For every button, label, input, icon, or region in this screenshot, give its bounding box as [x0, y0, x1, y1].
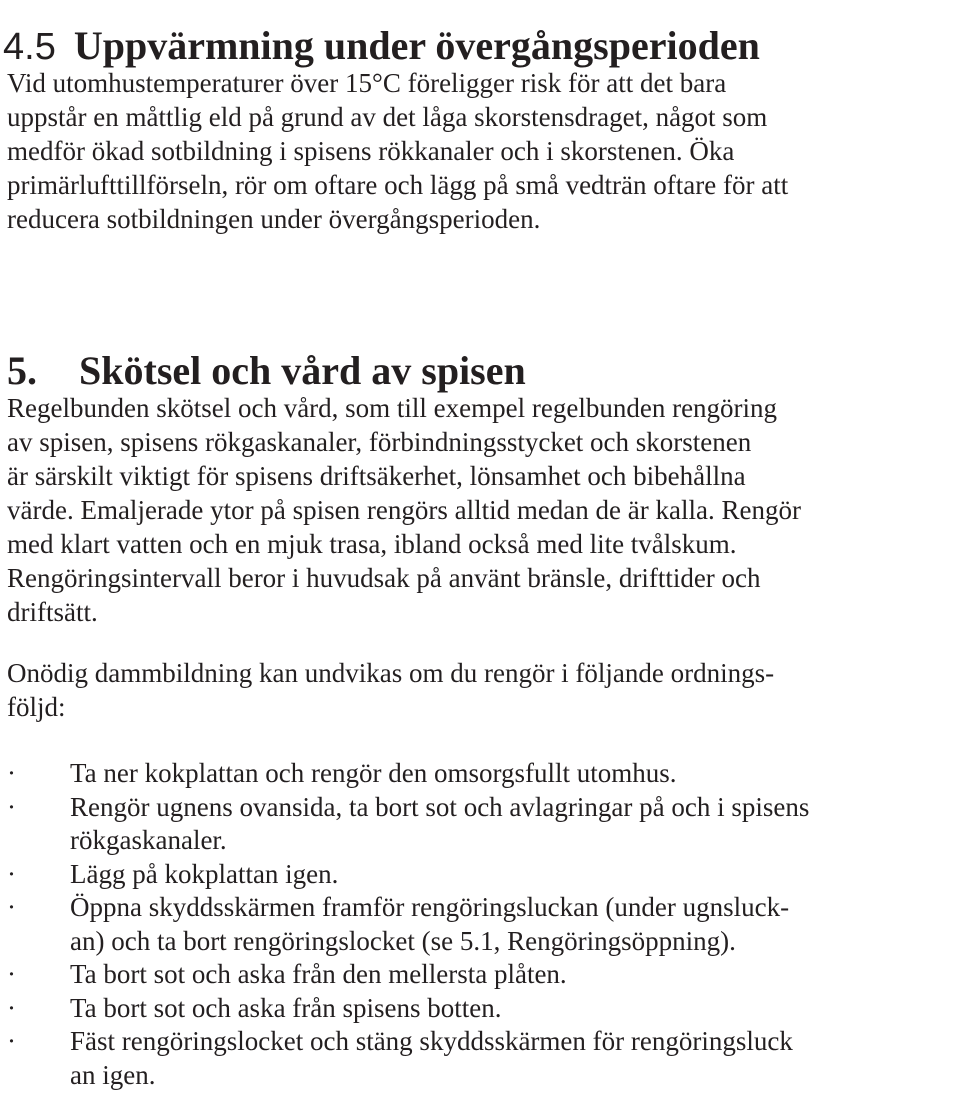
paragraph-line: av spisen, spisens rökgaskanaler, förbindningsstycket och skorstenen — [7, 427, 752, 457]
list-item — [7, 757, 957, 791]
list-item — [7, 891, 957, 958]
paragraph-line: Rengöringsintervall beror i huvudsak på använt bränsle, drifttider och — [7, 563, 761, 593]
paragraph-line: är särskilt viktigt för spisens driftsäkerhet, lönsamhet och bibehållna — [7, 461, 746, 491]
bullet-marker: · — [7, 1026, 16, 1056]
list-item-text: Fäst rengöringslocket och stäng skyddsskärmen för rengöringsluck — [70, 1026, 793, 1056]
bullet-marker: · — [7, 959, 16, 989]
list-item — [7, 858, 957, 892]
list-item — [7, 992, 957, 1026]
section-5-heading — [7, 346, 526, 396]
paragraph-line: reducera sotbildningen under övergångsperioden. — [7, 204, 541, 234]
list-item — [7, 1025, 957, 1092]
list-item — [7, 958, 957, 992]
section-4-5-paragraph — [7, 66, 957, 236]
paragraph-line: med klart vatten och en mjuk trasa, ibland också med lite tvålskum. — [7, 529, 737, 559]
section-5-paragraph-1 — [7, 391, 957, 629]
list-item-text: Ta bort sot och aska från spisens botten. — [70, 992, 502, 1023]
section-4-5-number: 4.5 — [3, 25, 56, 68]
paragraph-line: driftsätt. — [7, 597, 98, 627]
list-item-text: an) och ta bort rengöringslocket (se 5.1, Rengöringsöppning). — [70, 925, 736, 956]
paragraph-line: primärlufttillförseln, rör om oftare och lägg på små vedträn oftare för att — [7, 170, 789, 200]
paragraph-line: följd: — [7, 692, 66, 722]
list-item — [7, 791, 957, 858]
paragraph-line: medför ökad sotbildning i spisens rökkanaler och i skorstenen. Öka — [7, 136, 735, 166]
section-5-paragraph-2 — [7, 656, 957, 724]
bullet-marker: · — [7, 992, 16, 1023]
section-5-number: 5. — [7, 347, 37, 393]
paragraph-line: Vid utomhustemperaturer över 15°C föreligger risk för att det bara — [7, 68, 727, 98]
paragraph-line: värde. Emaljerade ytor på spisen rengörs alltid medan de är kalla. Rengör — [7, 495, 801, 525]
list-item-text: Öppna skyddsskärmen framför rengöringsluckan (under ugnsluck- — [70, 892, 790, 922]
list-item-text: Lägg på kokplattan igen. — [70, 858, 339, 889]
section-4-5-heading — [3, 23, 760, 70]
list-item-text: an igen. — [70, 1059, 156, 1090]
paragraph-line: Onödig dammbildning kan undvikas om du rengör i följande ordnings- — [7, 658, 775, 688]
section-4-5-title: Uppvärmning under övergångsperioden — [73, 22, 760, 68]
bullet-marker: · — [7, 791, 16, 822]
list-item-text: rökgaskanaler. — [70, 825, 227, 855]
bullet-marker: · — [7, 758, 16, 788]
section-5-title: Skötsel och vård av spisen — [79, 347, 526, 393]
bullet-marker: · — [7, 892, 16, 922]
paragraph-line: Regelbunden skötsel och vård, som till exempel regelbunden rengöring — [7, 393, 778, 423]
bullet-marker: · — [7, 858, 16, 889]
paragraph-line: uppstår en måttlig eld på grund av det låga skorstensdraget, något som — [7, 102, 768, 132]
list-item-text: Ta ner kokplattan och rengör den omsorgsfullt utomhus. — [70, 758, 677, 788]
list-item-text: Ta bort sot och aska från den mellersta plåten. — [70, 959, 567, 989]
list-item-text: Rengör ugnens ovansida, ta bort sot och avlagringar på och i spisens — [70, 791, 810, 822]
cleaning-steps-list — [7, 757, 957, 1092]
